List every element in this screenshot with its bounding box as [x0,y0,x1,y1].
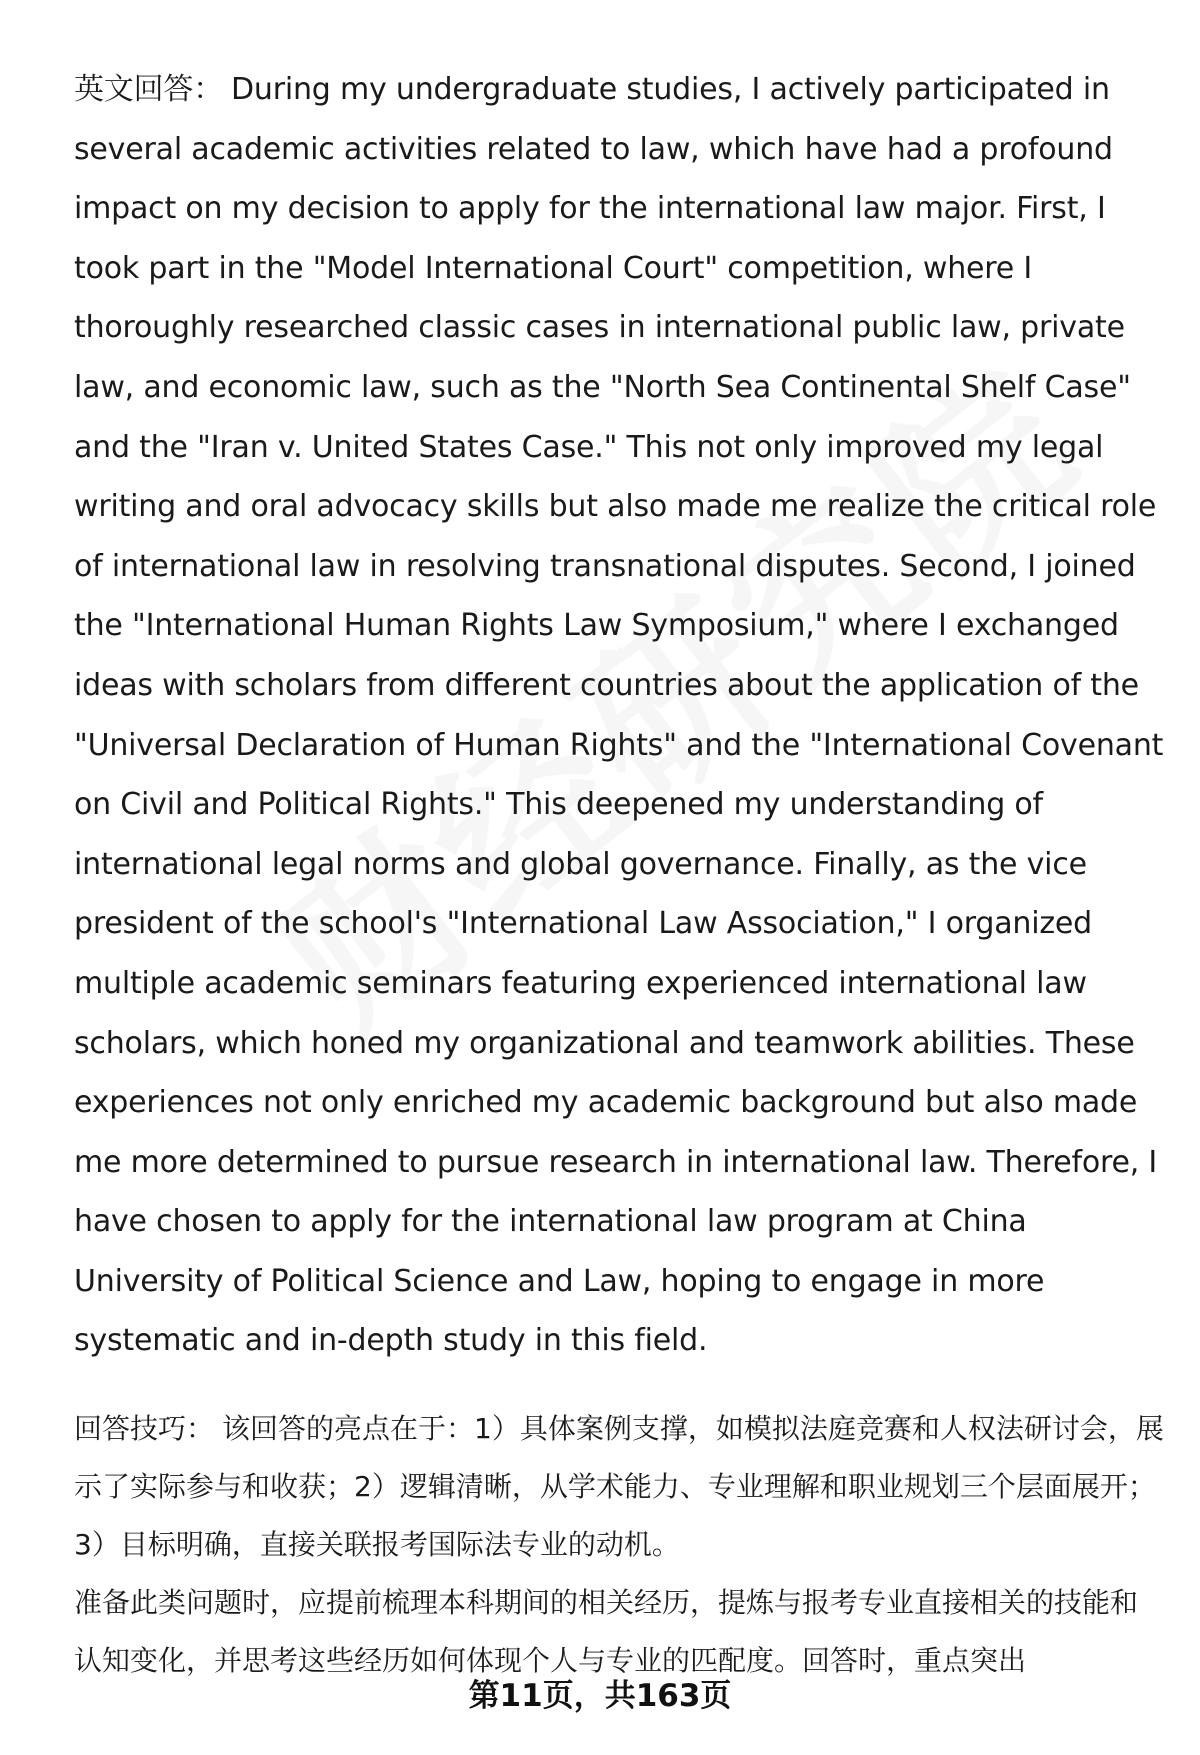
english-answer-label: 英文回答： [74,72,223,107]
tips-label: 回答技巧： [74,1412,215,1446]
tips-paragraph-1 [74,1400,1164,1574]
tips-paragraph-2: 准备此类问题时，应提前梳理本科期间的相关经历，提炼与报考专业直接相关的技能和认知变化，并思考这些经历如何体现个人与专业的匹配度。回答时，重点突出 [74,1586,1139,1678]
page-content [74,60,1164,1690]
english-answer-paragraph [74,60,1164,1371]
english-answer-text: During my undergraduate studies, I actively participated in several academic activities related to law, which have had a profound impact on my decision to apply for the international law major. First, I took part in the "Model International Court" competition, where I thoroughly researched classic cases in international public law, private law, and economic law, such as the "North Sea Continental Shelf Case" and the "Iran v. United States Case." This not only improved my legal writing and oral advocacy skills but also made me realize the critical role of international law in resolving transnational disputes. Second, I joined the "International Human Rights Law Symposium," where I exchanged ideas with scholars from different countries about the application of the "Universal Declaration of Human Rights" and the "International Covenant on Civil and Political Rights." This deepened my understanding of international legal norms and global governance. Finally, as the vice president of the school's "International Law Association," I organized multiple academic seminars featuring experienced international law scholars, which honed my organizational and teamwork abilities. These experiences not only enriched my academic background but also made me more determined to pursue research in international law. Therefore, I have chosen to apply for the international law program at China University of Political Science and Law, hoping to engage in more systematic and in-depth study in this field. [74,72,1164,1359]
tips-text-1: 该回答的亮点在于：1）具体案例支撑，如模拟法庭竞赛和人权法研讨会，展示了实际参与和收获；2）逻辑清晰，从学术能力、专业理解和职业规划三个层面展开；3）目标明确，直接关联报考国际法专业的动机。 [74,1412,1164,1562]
answer-tips-section [74,1400,1164,1690]
page-number-footer: 第11页，共163页 [468,1678,732,1714]
